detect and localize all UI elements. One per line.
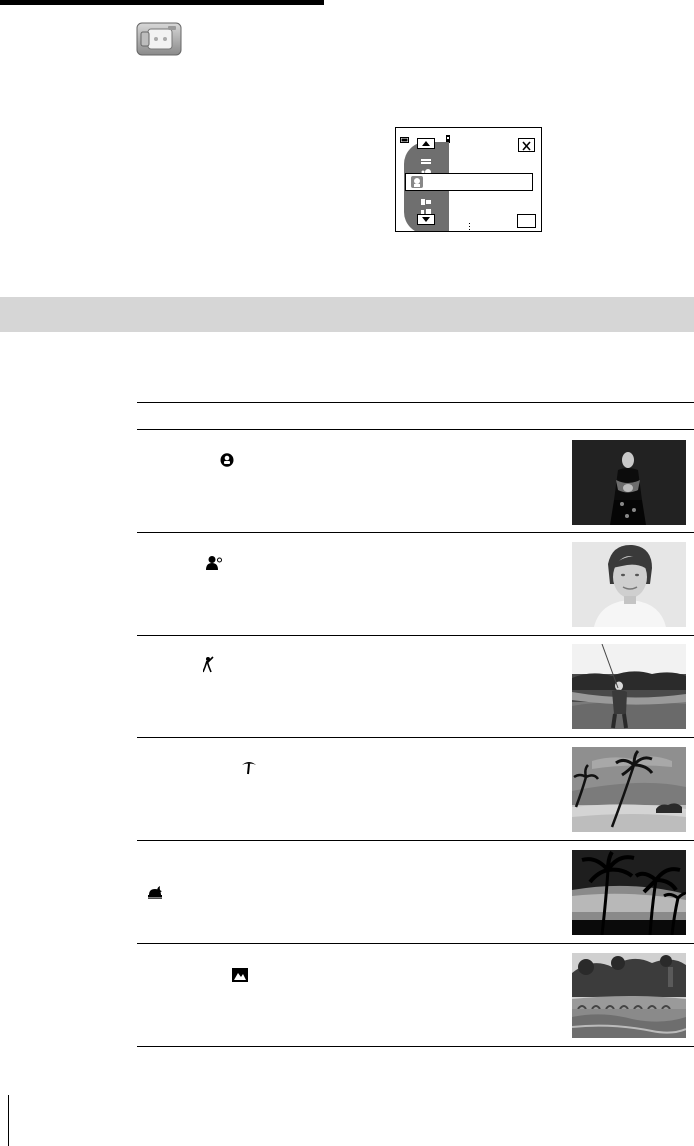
landscape-photo xyxy=(572,953,686,1038)
row-divider xyxy=(137,532,694,533)
section-heading-band xyxy=(0,297,694,332)
menu-item-icon xyxy=(420,163,432,171)
camcorder-mode-icon xyxy=(136,22,182,56)
table-header-rule xyxy=(137,429,694,430)
menu-down-button[interactable] xyxy=(417,214,435,225)
menu-up-button[interactable] xyxy=(417,138,435,149)
menu-selected-item[interactable] xyxy=(405,173,533,191)
portrait-icon xyxy=(206,555,222,575)
sunset-moon-photo xyxy=(572,850,686,935)
row-divider xyxy=(137,635,694,636)
menu-item-icon xyxy=(420,153,432,161)
lcd-menu-illustration xyxy=(395,127,542,232)
scroll-dots xyxy=(469,218,471,226)
battery-icon xyxy=(400,130,410,136)
beach-photo xyxy=(572,747,686,832)
menu-item-icon xyxy=(420,193,432,201)
sunset-moon-icon xyxy=(148,885,164,904)
portrait-photo xyxy=(572,542,686,627)
sports-icon xyxy=(203,656,215,678)
twilight-portrait-photo xyxy=(572,440,686,525)
tape-icon xyxy=(446,130,450,138)
table-bottom-rule xyxy=(137,1046,694,1047)
menu-item-icon xyxy=(420,203,432,211)
twilight-portrait-icon xyxy=(220,452,234,472)
menu-ok-button[interactable] xyxy=(517,214,536,228)
sports-photo xyxy=(572,644,686,729)
top-rule xyxy=(0,0,324,5)
beach-icon xyxy=(241,760,257,780)
landscape-icon xyxy=(232,968,248,987)
row-divider xyxy=(137,943,694,944)
table-top-rule xyxy=(137,402,694,403)
page-margin-rule xyxy=(8,1095,9,1146)
row-divider xyxy=(137,840,694,841)
menu-close-button[interactable] xyxy=(518,138,535,152)
row-divider xyxy=(137,737,694,738)
